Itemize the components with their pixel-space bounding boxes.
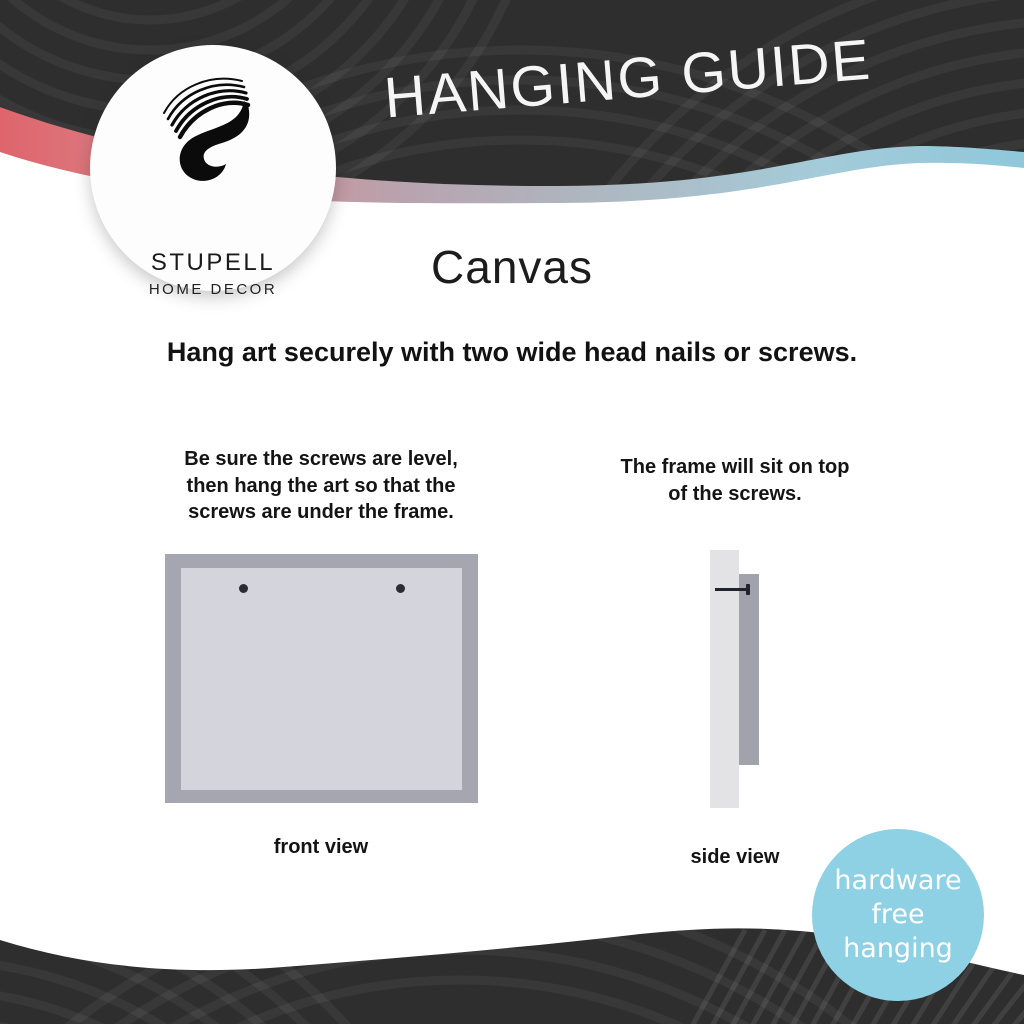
front-view-caption: front view — [273, 836, 369, 858]
front-instruction-line: Be sure the screws are level, — [184, 448, 458, 470]
canvas-inner — [181, 568, 462, 790]
badge-line: hanging — [843, 933, 953, 964]
brand-tagline: HOME DECOR — [148, 281, 278, 298]
side-instruction-line: The frame will sit on top — [620, 456, 850, 478]
front-instruction-line: then hang the art so that the — [186, 474, 456, 497]
side-instruction-line: of the screws. — [668, 483, 802, 505]
page-title: HANGING GUIDE — [381, 27, 874, 131]
badge-line: free — [871, 899, 925, 930]
front-instruction — [121, 446, 521, 526]
nail-icon — [715, 588, 748, 591]
side-view-caption: side view — [690, 846, 780, 868]
screw-right-icon — [396, 584, 405, 593]
frame-side-bar — [739, 574, 759, 765]
nail-head-icon — [746, 584, 750, 595]
screw-left-icon — [239, 584, 248, 593]
front-view-diagram — [165, 554, 478, 803]
front-instruction-line: screws are under the frame. — [188, 501, 454, 523]
side-instruction — [585, 454, 885, 508]
side-view-diagram — [710, 550, 770, 808]
hardware-free-badge — [812, 829, 984, 1001]
badge-line: hardware — [834, 865, 962, 896]
section-title: Canvas — [431, 241, 593, 293]
stupell-swirl-icon — [158, 73, 263, 198]
brand-name: STUPELL — [150, 249, 276, 276]
subtitle: Hang art securely with two wide head nails or screws. — [166, 337, 858, 367]
